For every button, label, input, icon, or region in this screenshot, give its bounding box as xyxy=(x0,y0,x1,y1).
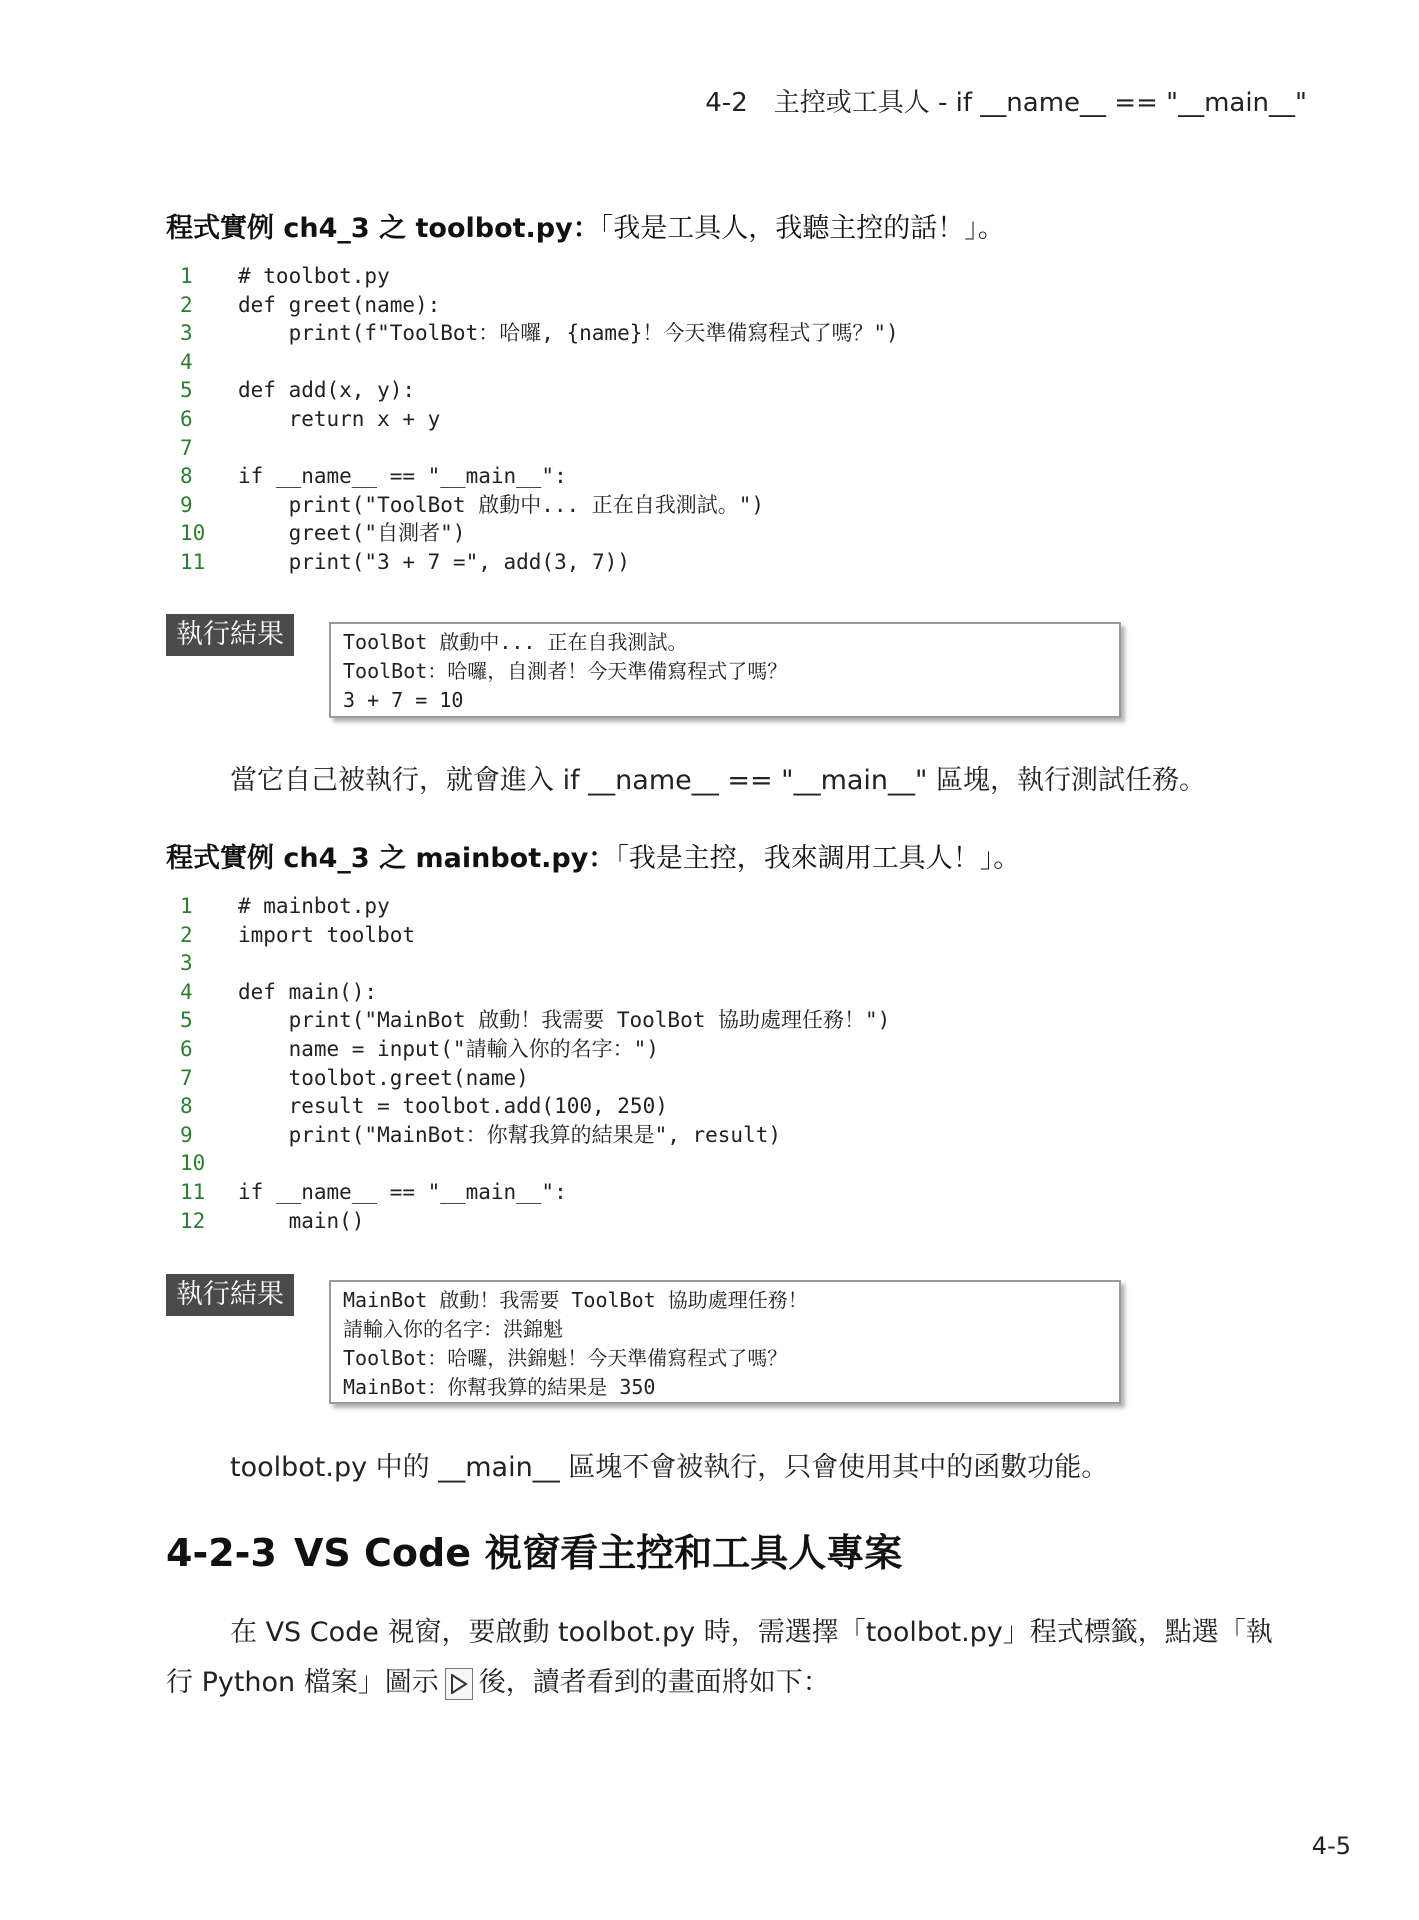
line-number: 10 xyxy=(180,521,206,546)
example2-output-box xyxy=(329,1280,1121,1404)
output-line: MainBot：你幫我算的結果是 350 xyxy=(343,1375,656,1399)
code-text: result = toolbot.add(100, 250) xyxy=(238,1094,668,1119)
play-triangle-icon xyxy=(445,1668,473,1700)
code-text: if __name__ == "__main__": xyxy=(238,1179,567,1204)
line-number: 4 xyxy=(180,349,193,374)
example1-caption-title: 程式實例 ch4_3 之 toolbot.py： xyxy=(166,213,600,244)
line-number: 10 xyxy=(180,1151,206,1176)
line-number: 11 xyxy=(180,1179,206,1204)
output-line: MainBot 啟動！我需要 ToolBot 協助處理任務！ xyxy=(343,1288,808,1312)
code-text: print(f"ToolBot：哈囉, {name}！今天準備寫程式了嗎？") xyxy=(238,321,899,346)
code-text: main() xyxy=(238,1208,365,1233)
running-header: 4-2 主控或工具人 - if __name__ == "__main__" xyxy=(705,88,1307,118)
example1-output-box xyxy=(329,622,1121,718)
line-number: 8 xyxy=(180,1094,193,1119)
line-number: 7 xyxy=(180,1065,193,1090)
output-line: ToolBot：哈囉，自測者！今天準備寫程式了嗎？ xyxy=(343,659,788,683)
paragraph-2-text: toolbot.py 中的 __main__ 區塊不會被執行，只會使用其中的函數功能。 xyxy=(230,1452,1109,1483)
example2-caption-title: 程式實例 ch4_3 之 mainbot.py： xyxy=(166,843,616,874)
paragraph-1-text: 當它自己被執行，就會進入 if __name__ == "__main__" 區塊，執行測試任務。 xyxy=(230,765,1207,796)
example1-caption xyxy=(166,206,1005,245)
output-line: ToolBot 啟動中... 正在自我測試。 xyxy=(343,630,688,654)
code-text: print("MainBot：你幫我算的結果是", result) xyxy=(238,1122,782,1147)
paragraph-3-line1: 在 VS Code 視窗，要啟動 toolbot.py 時，需選擇「toolbot.py」程式標籤，點選「執 xyxy=(230,1617,1273,1648)
code-text: def main(): xyxy=(238,979,378,1004)
line-number: 11 xyxy=(180,549,206,574)
line-number: 9 xyxy=(180,1122,193,1147)
code-text: def greet(name): xyxy=(238,292,441,317)
code-text: toolbot.greet(name) xyxy=(238,1065,529,1090)
code-text: print("MainBot 啟動！我需要 ToolBot 協助處理任務！") xyxy=(238,1008,891,1033)
paragraph-2 xyxy=(166,1443,1296,1493)
output-line: 3 + 7 = 10 xyxy=(343,688,464,712)
line-number: 8 xyxy=(180,464,193,489)
output-line: 請輸入你的名字：洪錦魁 xyxy=(343,1317,563,1341)
line-number: 3 xyxy=(180,951,193,976)
page-number: 4-5 xyxy=(1311,1832,1351,1860)
code-text: name = input("請輸入你的名字：") xyxy=(238,1036,659,1061)
example2-caption xyxy=(166,836,1020,875)
code-text: return x + y xyxy=(238,406,441,431)
section-heading xyxy=(166,1522,902,1577)
code-text: def add(x, y): xyxy=(238,378,416,403)
paragraph-3 xyxy=(166,1608,1296,1708)
line-number: 1 xyxy=(180,894,193,918)
paragraph-3-line2-after: 後，讀者看到的畫面將如下： xyxy=(478,1667,830,1698)
line-number: 6 xyxy=(180,1036,193,1061)
line-number: 5 xyxy=(180,1008,193,1033)
code-text: greet("自測者") xyxy=(238,521,466,546)
paragraph-1 xyxy=(166,756,1296,806)
code-text: print("3 + 7 =", add(3, 7)) xyxy=(238,549,630,574)
line-number: 9 xyxy=(180,492,193,517)
line-number: 4 xyxy=(180,979,193,1004)
output-line: ToolBot：哈囉，洪錦魁！今天準備寫程式了嗎？ xyxy=(343,1346,788,1370)
section-number: 4-2-3 xyxy=(166,1531,277,1575)
line-number: 12 xyxy=(180,1208,206,1233)
code-text: print("ToolBot 啟動中... 正在自我測試。") xyxy=(238,492,765,517)
line-number: 3 xyxy=(180,321,193,346)
code-text: # toolbot.py xyxy=(238,264,390,288)
line-number: 6 xyxy=(180,406,193,431)
example2-output-tag: 執行結果 xyxy=(166,1274,294,1316)
example2-caption-desc: 「我是主控，我來調用工具人！」。 xyxy=(615,843,1021,874)
line-number: 1 xyxy=(180,264,193,288)
line-number: 2 xyxy=(180,292,193,317)
code-text: if __name__ == "__main__": xyxy=(238,464,567,489)
paragraph-3-line2-before: 行 Python 檔案」圖示 xyxy=(166,1667,439,1698)
code-text: # mainbot.py xyxy=(238,894,390,918)
line-number: 5 xyxy=(180,378,193,403)
example1-caption-desc: 「我是工具人，我聽主控的話！」。 xyxy=(599,213,1005,244)
example1-output-tag: 執行結果 xyxy=(166,614,294,656)
line-number: 7 xyxy=(180,435,193,460)
code-text: import toolbot xyxy=(238,922,416,947)
section-title: VS Code 視窗看主控和工具人專案 xyxy=(294,1531,903,1575)
line-number: 2 xyxy=(180,922,193,947)
